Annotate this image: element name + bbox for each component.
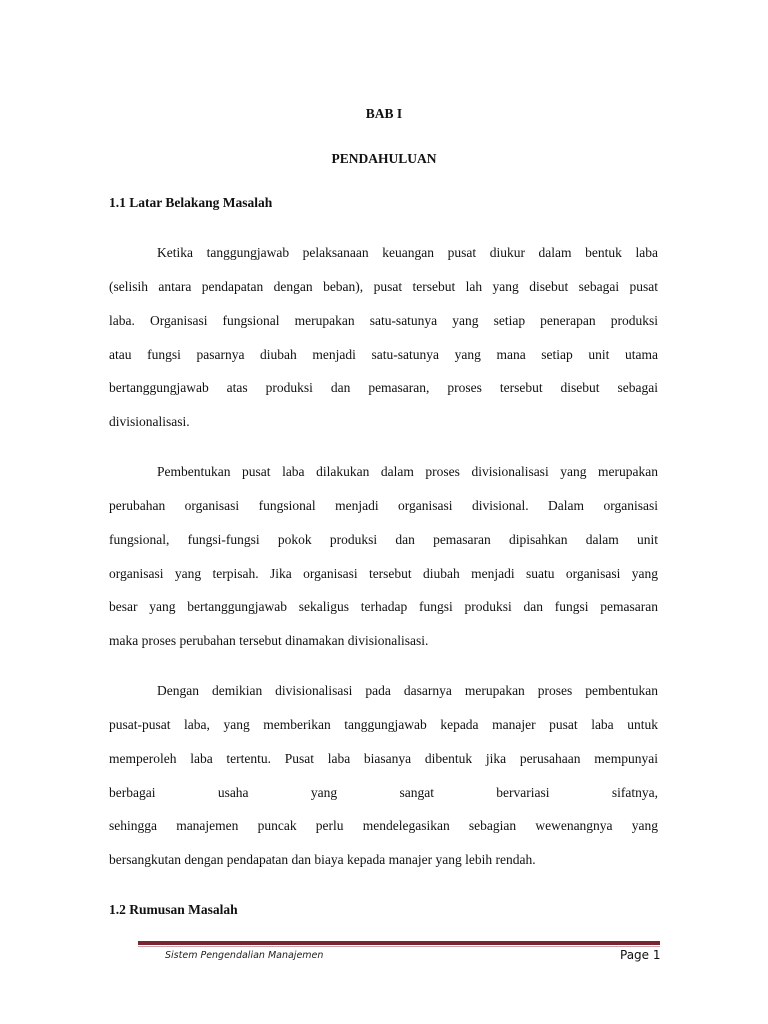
footer-rule xyxy=(138,941,660,945)
paragraph-line: Ketika tanggungjawab pelaksanaan keuangan pusat diukur dalam bentuk laba xyxy=(157,245,658,260)
word: bervariasi xyxy=(496,785,550,800)
footer-rule-thin xyxy=(138,946,660,947)
paragraph-line: fungsional, fungsi-fungsi pokok produksi dan pemasaran dipisahkan dalam unit xyxy=(109,532,658,547)
footer-document-title: Sistem Pengendalian Manajemen xyxy=(165,950,324,961)
word: sangat xyxy=(399,785,434,800)
paragraph-line: bersangkutan dengan pendapatan dan biaya kepada manajer yang lebih rendah. xyxy=(109,852,536,867)
paragraph-line: organisasi yang terpisah. Jika organisasi tersebut diubah menjadi suatu organisasi yang xyxy=(109,566,658,581)
footer-page-number: Page 1 xyxy=(620,948,661,962)
chapter-title: PENDAHULUAN xyxy=(331,151,437,166)
word: usaha xyxy=(217,785,249,800)
paragraph-spread-line xyxy=(109,785,658,801)
paragraph-line: atau fungsi pasarnya diubah menjadi satu-satunya yang mana setiap unit utama xyxy=(109,347,658,362)
paragraph-line: sehingga manajemen puncak perlu mendelegasikan sebagian wewenangnya yang xyxy=(109,818,658,833)
paragraph-line: Pembentukan pusat laba dilakukan dalam proses divisionalisasi yang merupakan xyxy=(157,464,658,479)
paragraph-line: laba. Organisasi fungsional merupakan satu-satunya yang setiap penerapan produksi xyxy=(109,313,658,328)
paragraph-line: divisionalisasi. xyxy=(109,414,190,429)
paragraph-line: Dengan demikian divisionalisasi pada dasarnya merupakan proses pembentukan xyxy=(157,683,658,698)
word: berbagai xyxy=(109,785,156,800)
paragraph-line: pusat-pusat laba, yang memberikan tanggungjawab kepada manajer pusat laba untuk xyxy=(109,717,658,732)
section-heading-1-1: 1.1 Latar Belakang Masalah xyxy=(109,195,273,210)
paragraph-line: perubahan organisasi fungsional menjadi organisasi divisional. Dalam organisasi xyxy=(109,498,658,513)
paragraph-line: memperoleh laba tertentu. Pusat laba biasanya dibentuk jika perusahaan mempunyai xyxy=(109,751,658,766)
chapter-number: BAB I xyxy=(365,106,403,121)
paragraph-line: bertanggungjawab atas produksi dan pemasaran, proses tersebut disebut sebagai xyxy=(109,380,658,395)
word: sifatnya, xyxy=(611,785,658,800)
paragraph-line: maka proses perubahan tersebut dinamakan divisionalisasi. xyxy=(109,633,429,648)
paragraph-line: besar yang bertanggungjawab sekaligus terhadap fungsi produksi dan fungsi pemasaran xyxy=(109,599,658,614)
paragraph-line: (selisih antara pendapatan dengan beban), pusat tersebut lah yang disebut sebagai pusat xyxy=(109,279,658,294)
section-heading-1-2: 1.2 Rumusan Masalah xyxy=(109,902,238,917)
word: yang xyxy=(310,785,338,800)
